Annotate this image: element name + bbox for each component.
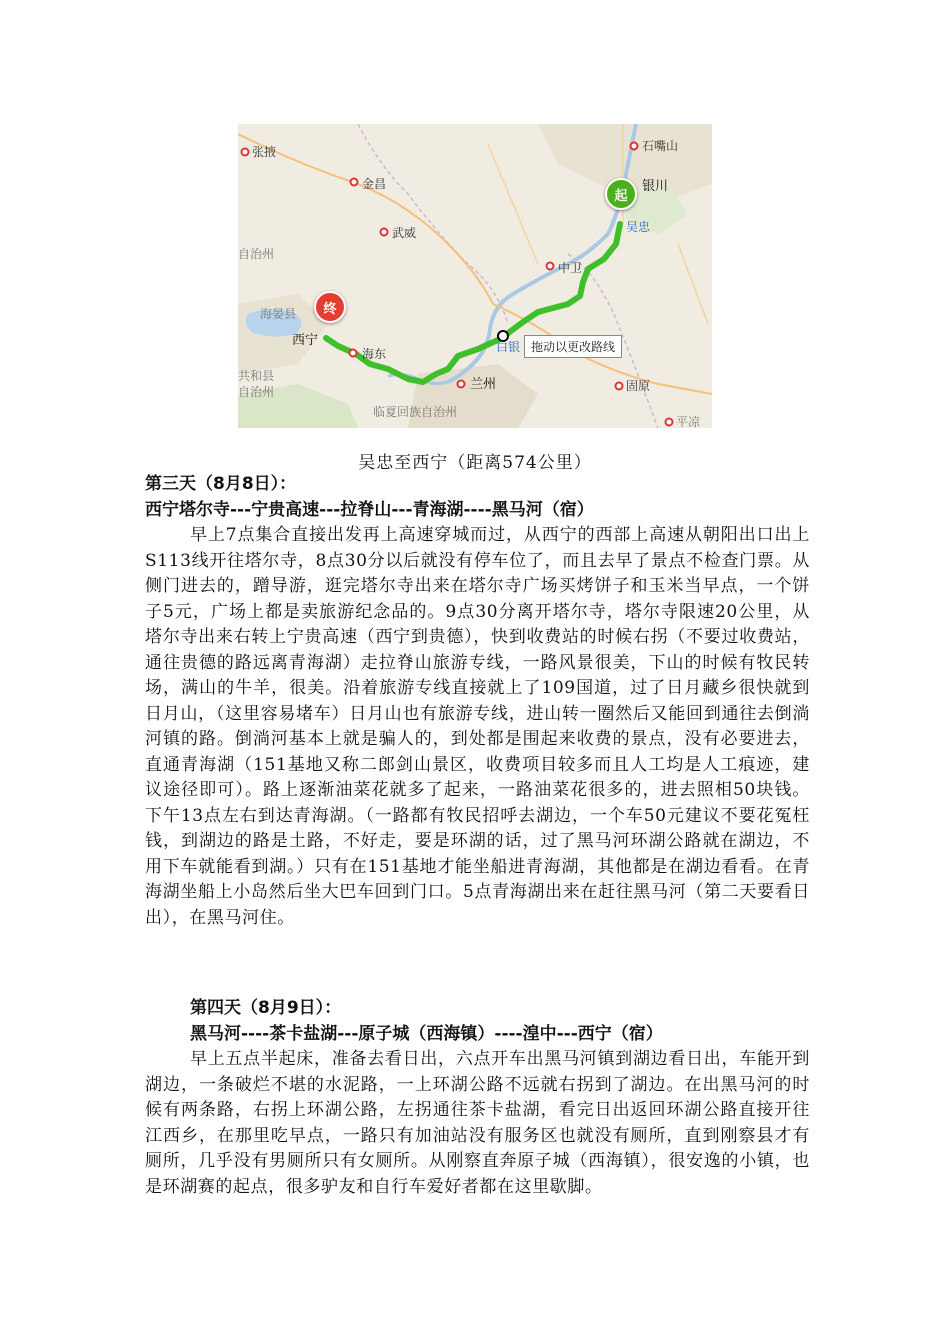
city-label-wuwei: 武威 — [392, 226, 417, 240]
city-label-yinchuan: 银川 — [642, 179, 669, 194]
city-dot — [351, 179, 358, 186]
city-label-xining: 西宁 — [292, 333, 319, 348]
city-label-shizuishan: 石嘴山 — [642, 139, 679, 153]
route-map[interactable] — [238, 124, 712, 428]
city-label-zhongwei: 中卫 — [558, 261, 583, 275]
end-marker-icon[interactable]: 终 — [314, 291, 346, 323]
city-label-zhangye: 张掖 — [252, 145, 277, 159]
city-dot — [350, 350, 357, 357]
day4-route: 黑马河----茶卡盐湖---原子城（西海镇）----湟中---西宁（宿） — [190, 1023, 663, 1044]
city-label-zizhi-bottom: 自治州 — [238, 385, 275, 399]
day3-route: 西宁塔尔寺---宁贵高速---拉脊山---青海湖----黑马河（宿） — [145, 499, 594, 520]
city-dot — [381, 229, 388, 236]
day4-section — [145, 996, 810, 1200]
city-dot — [666, 419, 673, 426]
start-marker-icon[interactable]: 起 — [605, 178, 637, 210]
city-dot — [616, 383, 623, 390]
day3-paragraph: 早上7点集合直接出发再上高速穿城而过，从西宁的西部上高速从朝阳出口出上S113线开往塔尔寺，8点30分以后就没有停车位了，而且去早了景点不检查门票。从侧门进去的，蹭导游，逛完塔尔寺出来在塔尔寺广场买烤饼子和玉米当早点，一个饼子5元，广场上都是卖旅游纪念品的。9点30分离开塔尔寺，塔尔寺限速20公里，从塔尔寺出来右转上宁贵高速（西宁到贵德），快到收费站的时候右拐（不要过收费站，通往贵德的路远离青海湖）走拉脊山旅游专线，一路风景很美，下山的时候有牧民转场，满山的牛羊，很美。沿着旅游专线直接就上了109国道，过了日月藏乡很快就到日月山，（这里容易堵车）日月山也有旅游专线，进山转一圈然后又能回到通往去倒淌河镇的路。倒淌河基本上就是骗人的，到处都是围起来收费的景点，没有必要进去，直通青海湖（151基地又称二郎剑山景区，收费项目较多而且人工均是人工痕迹，建议途径即可）。路上逐渐油菜花就多了起来，一路油菜花很多的，进去照相50块钱。下午13点左右到达青海湖。（一路都有牧民招呼去湖边，一个车50元建议不要花冤枉钱，到湖边的路是土路，不好走，要是环湖的话，过了黑马河环湖公路就在湖边，不用下车就能看到湖。）只有在151基地才能坐船进青海湖，其他都是在湖边看看。在青海湖坐船上小岛然后坐大巴车回到门口。5点青海湖出来在赶往黑马河（第二天要看日出），在黑马河住。 — [145, 525, 810, 928]
city-label-jinchang: 金昌 — [362, 177, 387, 191]
day3-section — [145, 472, 810, 931]
day3-heading: 第三天（8月8日）： — [145, 474, 297, 494]
city-label-lanzhou: 兰州 — [470, 377, 497, 392]
day4-heading: 第四天（8月9日）： — [190, 998, 342, 1018]
city-dot — [458, 381, 465, 388]
city-label-pingliang: 平凉 — [676, 415, 701, 428]
city-label-wuzhong: 吴忠 — [626, 220, 651, 234]
city-label-baiyin: 白银 — [496, 340, 521, 354]
city-dot — [242, 149, 249, 156]
city-label-gonghe: 共和县 — [238, 369, 275, 383]
city-dot — [547, 263, 554, 270]
city-label-guyuan: 固原 — [626, 379, 651, 393]
city-label-linxia: 临夏回族自治州 — [373, 405, 458, 419]
city-label-haidong: 海东 — [362, 347, 387, 361]
city-label-zizhi-left: 自治州 — [238, 247, 275, 261]
day4-paragraph: 早上五点半起床，准备去看日出，六点开车出黑马河镇到湖边看日出，车能开到湖边，一条破烂不堪的水泥路，一上环湖公路不远就右拐到了湖边。在出黑马河的时候有两条路，右拐上环湖公路，左拐通往茶卡盐湖，看完日出返回环湖公路直接开往江西乡，在那里吃早点，一路只有加油站没有服务区也就没有厕所，直到刚察县才有厕所，几乎没有男厕所只有女厕所。从刚察直奔原子城（西海镇），很安逸的小镇，也是环湖赛的起点，很多驴友和自行车爱好者都在这里歇脚。 — [145, 1049, 810, 1197]
city-label-haiyan: 海晏县 — [260, 307, 297, 321]
city-dot — [631, 143, 638, 150]
drag-route-tooltip: 拖动以更改路线 — [524, 335, 622, 358]
map-caption: 吴忠至西宁（距离574公里） — [358, 453, 592, 473]
